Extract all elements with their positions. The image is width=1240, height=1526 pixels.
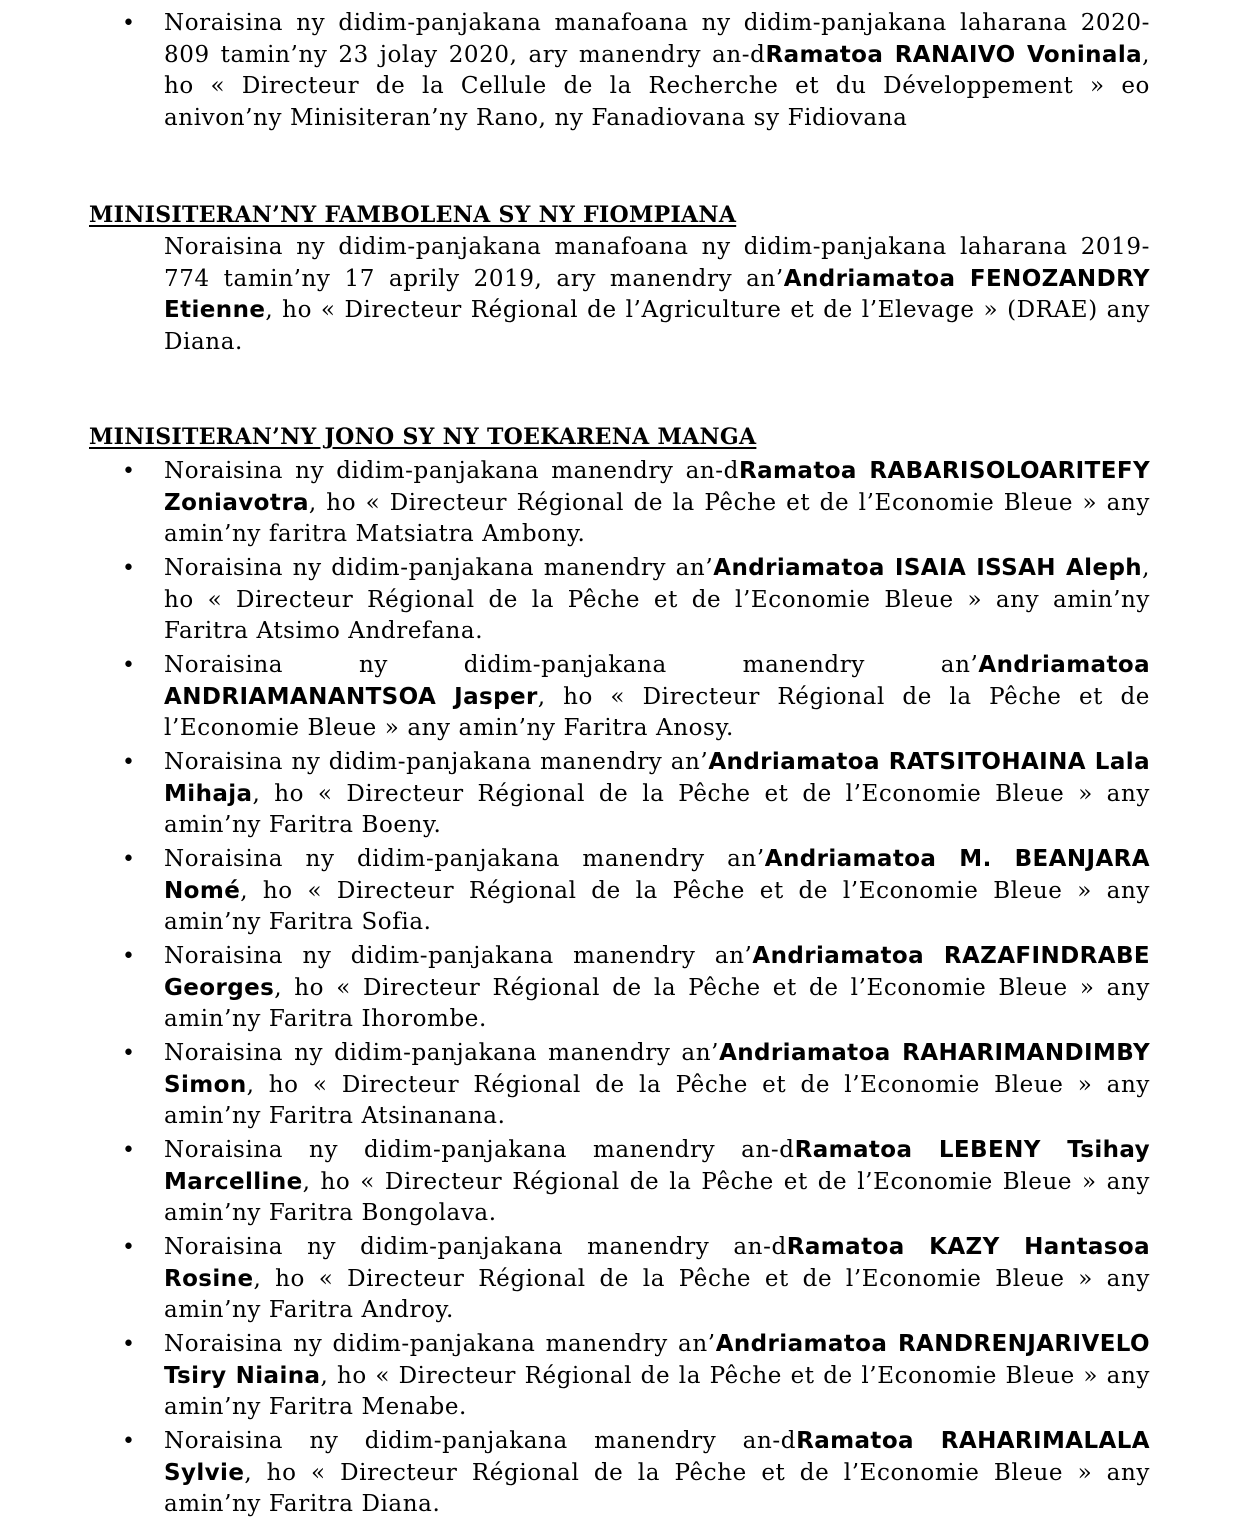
- decree-entry: [122, 1038, 1151, 1133]
- entry-text: , ho « Directeur Régional de la Pêche et de l’Economie Bleue » any amin’ny Faritra Atsinanana.: [164, 1071, 1150, 1129]
- bullet-icon: •: [122, 944, 136, 969]
- decree-entry: [122, 1135, 1151, 1230]
- ministry-heading: MINISITERAN’NY JONO SY NY TOEKARENA MANGA: [89, 424, 757, 450]
- bullet-icon: •: [122, 11, 136, 36]
- bullet-icon: •: [122, 1138, 136, 1163]
- entry-text: Noraisina ny didim-panjakana manendry an’: [164, 749, 709, 775]
- appointee-name: Andriamatoa RAZAFINDRABE Georges: [164, 943, 1150, 1001]
- decree-entry: [122, 1329, 1150, 1424]
- decree-entry: [122, 8, 1150, 134]
- entry-text: , ho « Directeur Régional de la Pêche et de l’Economie Bleue » any amin’ny Faritra Ihorombe.: [164, 974, 1150, 1032]
- bullet-icon: •: [122, 653, 136, 678]
- decree-entry: [122, 1232, 1151, 1327]
- entry-text: , ho « Directeur Régional de la Pêche et de l’Economie Bleue » any amin’ny faritra Matsiatra Ambony.: [164, 489, 1150, 547]
- appointee-name: Ramatoa RABARISOLOARITEFY Zoniavotra: [164, 458, 1151, 516]
- bullet-icon: •: [122, 1235, 136, 1260]
- entry-text: , ho « Directeur Régional de la Pêche et de l’Economie Bleue » any amin’ny Faritra Menabe.: [164, 1362, 1150, 1420]
- entry-text: Noraisina ny didim-panjakana manendry an’: [164, 1331, 716, 1357]
- appointee-name: Ramatoa LEBENY Tsihay Marcelline: [164, 1137, 1151, 1195]
- decree-entry: [122, 650, 1151, 745]
- entry-text: Noraisina ny didim-panjakana manendry an’: [164, 846, 765, 872]
- entry-text: , ho « Directeur Régional de la Pêche et de l’Economie Bleue » any amin’ny Faritra Androy.: [164, 1265, 1150, 1323]
- decree-entry: [122, 844, 1150, 939]
- entry-text: Noraisina ny didim-panjakana manendry an’: [164, 555, 714, 581]
- entry-text: Noraisina ny didim-panjakana manendry an-d: [164, 1428, 797, 1454]
- bullet-icon: •: [122, 1041, 136, 1066]
- entry-text: , ho « Directeur Régional de l’Agriculture et de l’Elevage » (DRAE) any Diana.: [164, 297, 1150, 355]
- decree-entry: [164, 232, 1150, 358]
- decree-entry: [122, 553, 1151, 648]
- entry-text: Noraisina ny didim-panjakana manendry an’: [164, 652, 979, 678]
- entry-text: , ho « Directeur Régional de la Pêche et de l’Economie Bleue » any amin’ny Faritra Sofia.: [164, 877, 1150, 935]
- bullet-icon: •: [122, 556, 136, 581]
- appointee-name: Andriamatoa FENOZANDRY Etienne: [164, 265, 1150, 323]
- decree-entry: [122, 941, 1150, 1036]
- entry-text: , ho « Directeur Régional de la Pêche et de l’Economie Bleue » any amin’ny Faritra Boeny.: [164, 780, 1150, 838]
- entry-text: , ho « Directeur Régional de la Pêche et de l’Economie Bleue » any amin’ny Faritra Bongolava.: [164, 1168, 1150, 1226]
- appointee-name: Andriamatoa RAHARIMANDIMBY Simon: [164, 1040, 1151, 1098]
- appointee-name: Ramatoa RANAIVO Voninala: [765, 41, 1143, 68]
- bullet-icon: •: [122, 1332, 136, 1357]
- entry-text: Noraisina ny didim-panjakana manendry an’: [164, 1040, 720, 1066]
- entry-text: , ho « Directeur Régional de la Pêche et de l’Economie Bleue » any amin’ny Faritra Anosy.: [164, 683, 1151, 741]
- appointee-name: Ramatoa RAHARIMALALA Sylvie: [164, 1428, 1150, 1486]
- bullet-icon: •: [122, 459, 136, 484]
- entry-text: , ho « Directeur de la Cellule de la Recherche et du Développement » eo anivon’ny Minisiteran’ny Rano, ny Fanadiovana sy Fidiovana: [164, 41, 1150, 131]
- appointee-name: Andriamatoa RATSITOHAINA Lala Mihaja: [164, 749, 1150, 807]
- entry-text: Noraisina ny didim-panjakana manafoana ny didim-panjakana laharana 2020-809 tamin’ny 23 jolay 2020, ary manendry an-d: [164, 10, 1150, 68]
- entry-text: , ho « Directeur Régional de la Pêche et de l’Economie Bleue » any amin’ny Faritra Atsimo Andrefana.: [164, 555, 1151, 644]
- entry-text: Noraisina ny didim-panjakana manendry an-d: [164, 1234, 787, 1260]
- entry-text: , ho « Directeur Régional de la Pêche et de l’Economie Bleue » any amin’ny Faritra Diana.: [164, 1459, 1150, 1517]
- decree-entry: [122, 747, 1150, 842]
- decree-entry: [122, 1426, 1150, 1521]
- entry-text: Noraisina ny didim-panjakana manendry an-d: [164, 1137, 795, 1163]
- bullet-icon: •: [122, 1429, 136, 1454]
- appointee-name: Andriamatoa M. BEANJARA Nomé: [164, 846, 1150, 904]
- bullet-icon: •: [122, 847, 136, 872]
- appointee-name: Andriamatoa ANDRIAMANANTSOA Jasper: [164, 652, 1150, 710]
- appointee-name: Andriamatoa ISAIA ISSAH Aleph: [713, 555, 1143, 581]
- entry-text: Noraisina ny didim-panjakana manafoana ny didim-panjakana laharana 2019-774 tamin’ny 17 aprily 2019, ary manendry an’: [164, 234, 1150, 292]
- entry-text: Noraisina ny didim-panjakana manendry an’: [164, 943, 753, 969]
- appointee-name: Andriamatoa RANDRENJARIVELO Tsiry Niaina: [164, 1331, 1150, 1389]
- ministry-heading: MINISITERAN’NY FAMBOLENA SY NY FIOMPIANA: [89, 202, 737, 228]
- entry-text: Noraisina ny didim-panjakana manendry an-d: [164, 458, 739, 484]
- appointee-name: Ramatoa KAZY Hantasoa Rosine: [164, 1234, 1151, 1292]
- bullet-icon: •: [122, 750, 136, 775]
- decree-entry: [122, 456, 1151, 551]
